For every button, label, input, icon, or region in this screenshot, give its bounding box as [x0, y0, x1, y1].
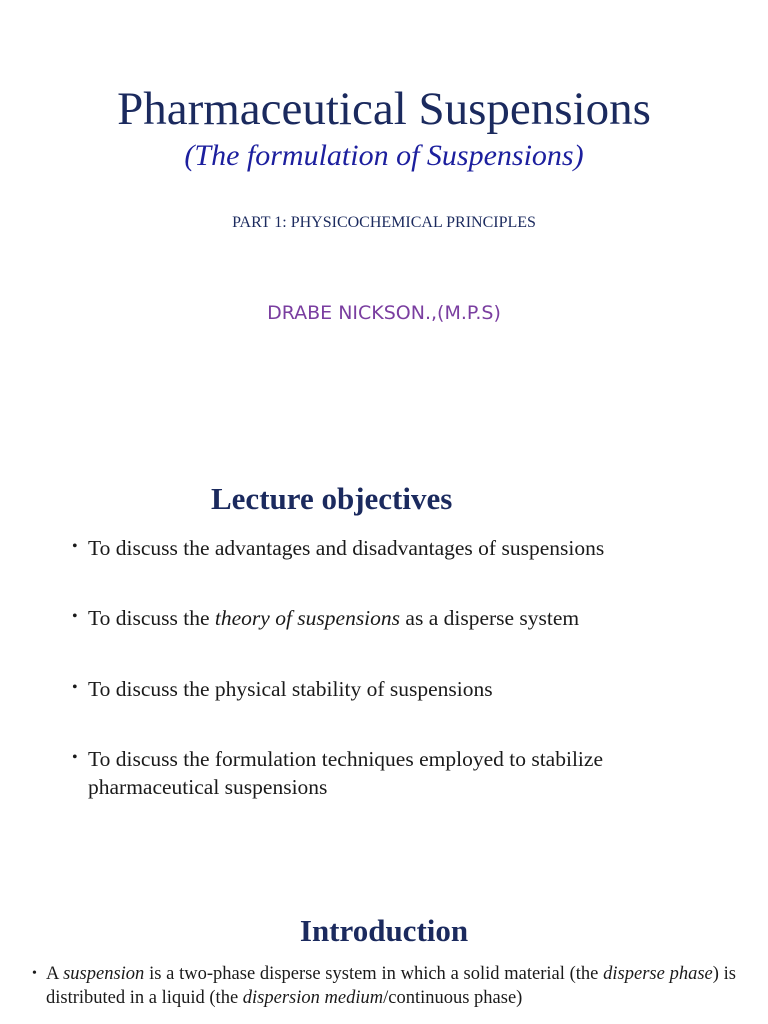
- objective-item: [72, 534, 604, 562]
- bullet-icon: •: [72, 749, 78, 766]
- objective-text-post: as a disperse system: [400, 606, 580, 630]
- bullet-icon: •: [72, 538, 78, 555]
- intro-text-segment: A: [46, 964, 64, 984]
- objective-item: [72, 675, 493, 703]
- objective-item: [72, 745, 728, 801]
- title-slide: [0, 0, 768, 440]
- introduction-paragraph: [32, 962, 736, 1010]
- objective-text-emphasis: theory of suspensions: [214, 606, 401, 630]
- objective-text: To discuss the physical stability of suspensions: [88, 677, 493, 701]
- objective-text: To discuss the formulation techniques employed to stabilize pharmaceutical suspensions: [88, 747, 603, 799]
- part-label: PART 1: PHYSICOCHEMICAL PRINCIPLES: [232, 214, 536, 231]
- objective-text: To discuss the advantages and disadvantages of suspensions: [88, 536, 605, 560]
- objectives-heading: Lecture objectives: [211, 481, 453, 516]
- presentation-title: Pharmaceutical Suspensions: [117, 83, 651, 135]
- introduction-text: [32, 962, 736, 1010]
- objectives-slide: [0, 470, 768, 850]
- presentation-subtitle: (The formulation of Suspensions): [184, 139, 584, 172]
- author-name: DRABE NICKSON.,(M.P.S): [267, 302, 501, 324]
- intro-text-segment: /continuous phase): [383, 988, 523, 1008]
- objective-text-pre: To discuss the: [88, 606, 215, 630]
- introduction-slide: [0, 900, 768, 1024]
- bullet-icon: •: [32, 966, 37, 981]
- intro-term-disperse-phase: disperse phase: [603, 964, 713, 984]
- objective-item: [72, 604, 579, 632]
- intro-text-segment: is a two-phase disperse system in which a solid material (the: [144, 964, 604, 984]
- intro-text-segment: ) is distributed in a liquid (the: [46, 964, 737, 1008]
- introduction-heading: Introduction: [299, 913, 469, 948]
- intro-term-dispersion-medium: dispersion medium: [242, 988, 384, 1008]
- intro-term-suspension: suspension: [63, 964, 145, 984]
- bullet-icon: •: [72, 679, 78, 696]
- bullet-icon: •: [72, 608, 78, 625]
